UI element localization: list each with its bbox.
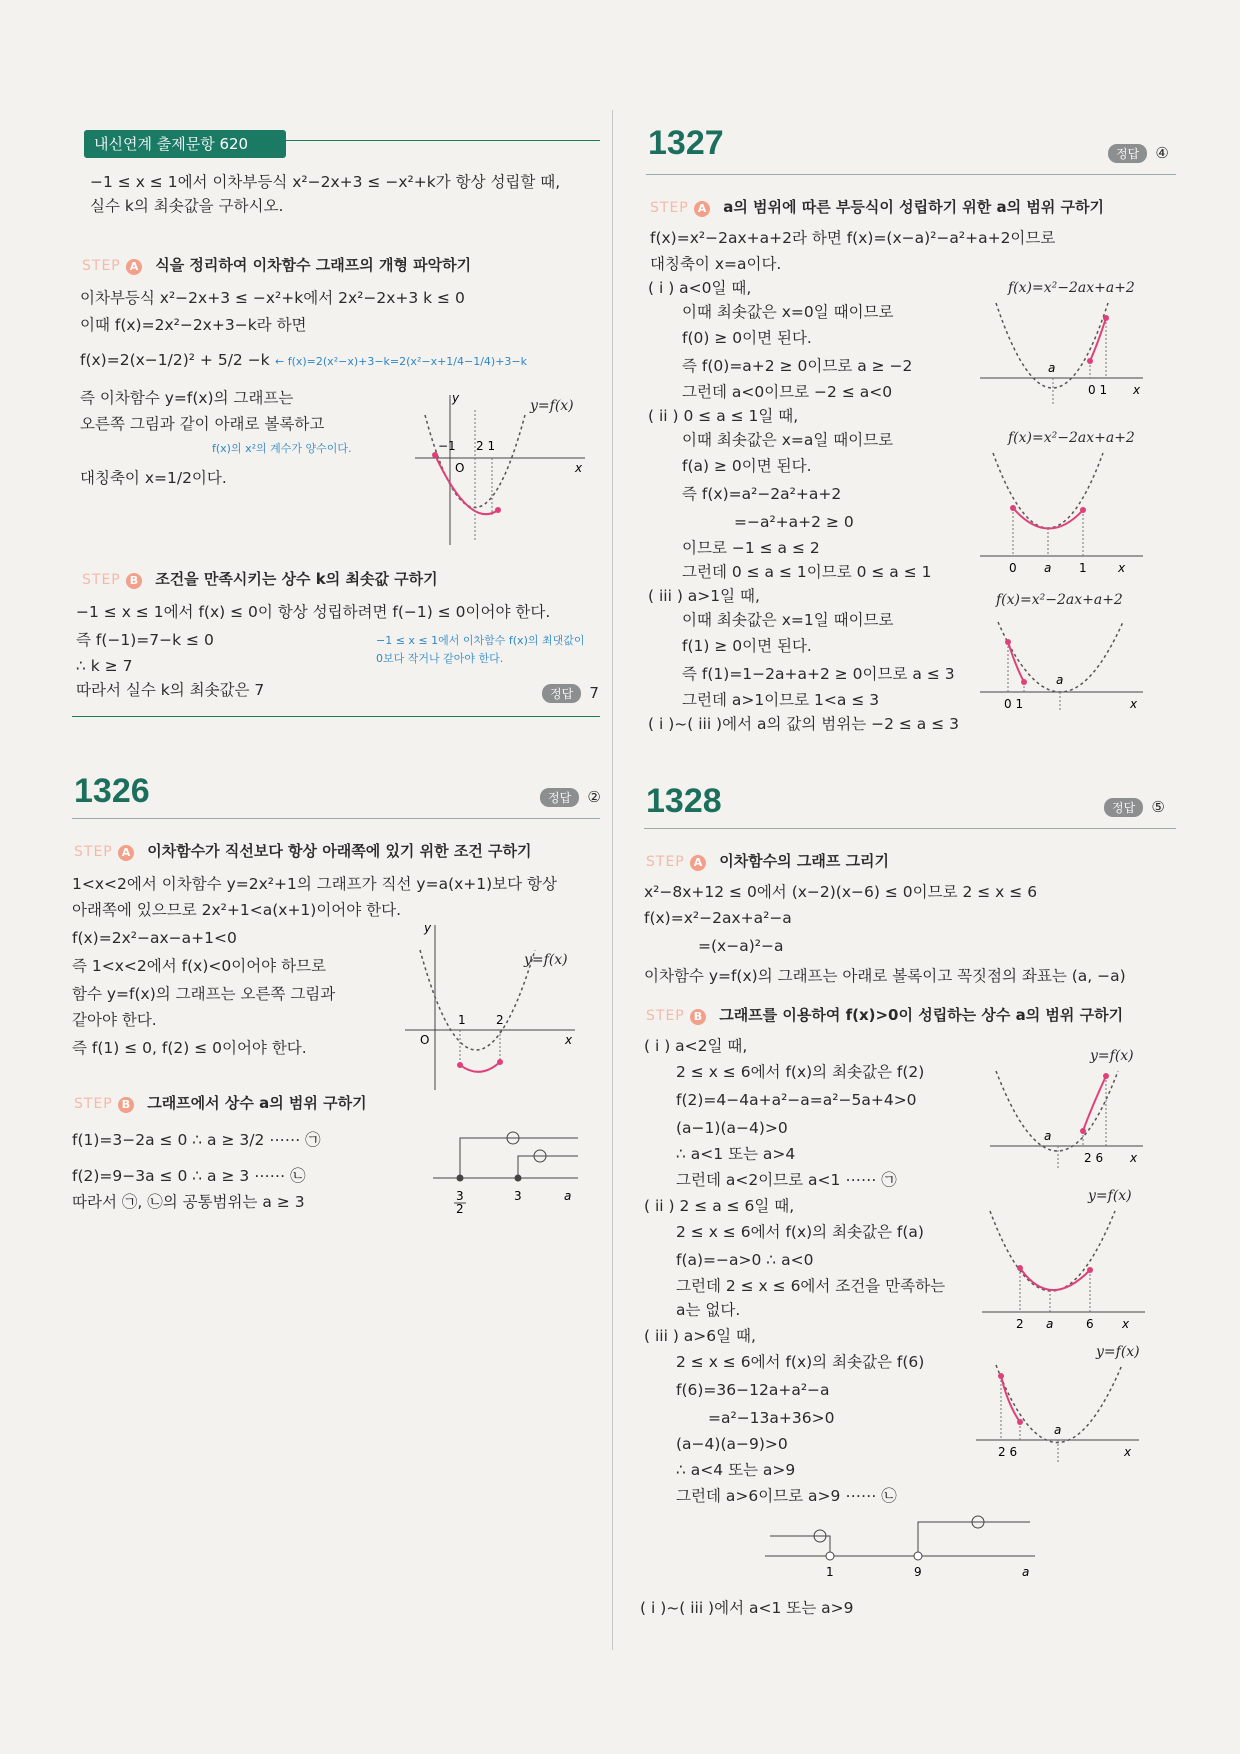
svg-text:6: 6 [1086,1317,1094,1331]
text-line: 이때 최솟값은 x=1일 때이므로 [682,611,894,629]
problem-number: 1326 [74,772,150,810]
text-line: f(x)=x²−2ax+a+2라 하면 f(x)=(x−a)²−a²+a+2이므로 [650,229,1056,247]
answer-value: ② [587,788,601,806]
graph-label: f(x)=x²−2ax+a+2 [1008,280,1135,296]
svg-text:a: a [1054,1423,1062,1437]
svg-text:9: 9 [914,1565,922,1579]
step-title: 그래프에서 상수 a의 범위 구하기 [147,1094,367,1112]
step-letter: B [690,1009,706,1025]
text-line: 그런데 0 ≤ a ≤ 1이므로 0 ≤ a ≤ 1 [682,563,932,581]
svg-text:y: y [452,391,460,405]
problem-number: 1328 [646,782,722,820]
step-letter: A [694,201,710,217]
text-line: 그런데 a<0이므로 −2 ≤ a<0 [682,383,893,401]
text-line: 즉 f(1) ≤ 0, f(2) ≤ 0이어야 한다. [72,1039,307,1057]
text-line: x²−8x+12 ≤ 0에서 (x−2)(x−6) ≤ 0이므로 2 ≤ x ≤ 6 [644,883,1038,901]
svg-text:2 6: 2 6 [1084,1151,1104,1165]
svg-text:a: a [1048,361,1056,375]
graph-label: y=f(x) [524,952,568,968]
graph-label: y=f(x) [530,398,574,414]
text-line: f(1)=3−2a ≤ 0 ∴ a ≥ 3/2 ⋯⋯ ㉠ [72,1131,321,1149]
case-heading: ( i ) a<2일 때, [644,1037,748,1055]
svg-text:y: y [424,921,432,935]
svg-text:O: O [420,1033,430,1047]
svg-text:x: x [565,1033,573,1047]
answer-label: 정답 [1108,144,1147,163]
graph-label: y=f(x) [1096,1344,1140,1360]
conclusion: ( i )~( iii )에서 a의 값의 범위는 −2 ≤ a ≤ 3 [648,715,959,733]
svg-text:2: 2 [456,1202,464,1213]
question-line-2: 실수 k의 최솟값을 구하시오. [90,197,284,215]
svg-text:1: 1 [458,1013,466,1027]
step-tag: STEP [82,258,121,274]
svg-text:2: 2 [496,1013,504,1027]
step-b-heading [82,568,438,589]
annotation-note: 0보다 작거나 같아야 한다. [376,652,504,665]
step-tag: STEP [82,572,121,588]
text-line: f(6)=36−12a+a²−a [676,1381,830,1399]
step-letter: B [118,1097,134,1113]
number-line-1326 [428,1128,583,1213]
text-line: 이차함수 y=f(x)의 그래프는 아래로 볼록이고 꼭짓점의 좌표는 (a, −a) [644,967,1126,985]
text-line: 즉 1<x<2에서 f(x)<0이어야 하므로 [72,957,326,975]
text-line: f(1) ≥ 0이면 된다. [682,637,812,655]
svg-text:x: x [575,461,583,475]
step-tag: STEP [646,1008,685,1024]
step-letter: B [126,573,142,589]
answer-badge [542,684,599,703]
step-letter: A [118,845,134,861]
case-heading: ( ii ) 0 ≤ a ≤ 1일 때, [648,407,799,425]
text-line: f(2)=4−4a+a²−a=a²−5a+4>0 [676,1091,917,1109]
text-line: 같아야 한다. [72,1011,157,1029]
svg-text:0 1: 0 1 [1004,697,1024,711]
text-line: 이므로 −1 ≤ a ≤ 2 [682,539,820,557]
graph-1327-case2 [978,448,1148,578]
answer-badge [1104,798,1165,817]
text-line: 그런데 2 ≤ x ≤ 6에서 조건을 만족하는 [676,1277,946,1295]
svg-text:x: x [1118,561,1126,575]
step-title: 식을 정리하여 이차함수 그래프의 개형 파악하기 [155,256,472,274]
banner-rule [270,140,600,141]
text-line: 이차부등식 x²−2x+3 ≤ −x²+k에서 2x²−2x+3 k ≤ 0 [80,289,465,307]
text-line: 오른쪽 그림과 같이 아래로 볼록하고 [80,415,325,433]
step-a-heading [646,850,889,871]
text-line: 이때 최솟값은 x=0일 때이므로 [682,303,894,321]
step-title: 조건을 만족시키는 상수 k의 최솟값 구하기 [155,570,438,588]
text-line: 즉 f(1)=1−2a+a+2 ≥ 0이므로 a ≤ 3 [682,665,955,683]
step-title: 이차함수의 그래프 그리기 [719,852,890,870]
svg-text:O: O [455,461,465,475]
answer-label: 정답 [542,684,581,703]
text-line: (a−4)(a−9)>0 [676,1435,788,1453]
graph-1327-case3 [978,612,1148,712]
graph-label: y=f(x) [1088,1188,1132,1204]
text-line: 대칭축이 x=1/2이다. [80,469,227,487]
text-line: 이때 최솟값은 x=a일 때이므로 [682,431,894,449]
problem-rule [646,174,1176,175]
graph-label: f(x)=x²−2ax+a+2 [1008,430,1135,446]
text-line: ∴ a<1 또는 a>4 [676,1145,796,1163]
text-line: 그런데 a<2이므로 a<1 ⋯⋯ ㉠ [676,1171,897,1189]
answer-badge [1108,144,1169,163]
annotation-note: f(x)의 x²의 계수가 양수이다. [212,442,352,455]
svg-text:−1: −1 [438,439,456,453]
section-rule [72,716,600,717]
case-heading: ( iii ) a>1일 때, [648,587,760,605]
text-line: 그런데 a>6이므로 a>9 ⋯⋯ ㉡ [676,1487,897,1505]
case-heading: ( i ) a<0일 때, [648,279,752,297]
svg-text:a: a [1044,561,1052,575]
case-heading: ( iii ) a>6일 때, [644,1327,756,1345]
annotation-note: ← f(x)=2(x²−x)+3−k=2(x²−x+1/4−1/4)+3−k [275,355,528,368]
step-tag: STEP [646,854,685,870]
svg-text:a: a [564,1189,572,1203]
annotation-note: −1 ≤ x ≤ 1에서 이차함수 f(x)의 최댓값이 [376,634,585,647]
graph-1327-case1 [978,298,1148,413]
step-a-heading [74,840,532,861]
step-letter: A [126,259,142,275]
step-a-heading [650,196,1104,217]
step-title: 이차함수가 직선보다 항상 아래쪽에 있기 위한 조건 구하기 [147,842,532,860]
step-tag: STEP [74,1096,113,1112]
answer-badge [540,788,601,807]
svg-text:x: x [1130,1151,1138,1165]
problem-rule [72,818,600,819]
svg-text:a: a [1046,1317,1054,1331]
text-line: 즉 f(0)=a+2 ≥ 0이므로 a ≥ −2 [682,357,913,375]
text-line: 즉 f(x)=a²−2a²+a+2 [682,485,842,503]
text-line: 그런데 a>1이므로 1<a ≤ 3 [682,691,880,709]
text-line: f(0) ≥ 0이면 된다. [682,329,812,347]
svg-text:2 1: 2 1 [476,439,496,453]
svg-text:2 6: 2 6 [998,1445,1018,1459]
step-tag: STEP [650,200,689,216]
answer-value: ④ [1155,144,1169,162]
graph-label: f(x)=x²−2ax+a+2 [996,592,1123,608]
text-line: a는 없다. [676,1301,741,1319]
text-line: 즉 이차함수 y=f(x)의 그래프는 [80,389,294,407]
problem-number: 1327 [648,124,724,162]
column-divider [612,110,613,1650]
svg-text:x: x [1130,697,1138,711]
text-line: 아래쪽에 있으므로 2x²+1<a(x+1)이어야 한다. [72,901,402,919]
svg-text:0 1: 0 1 [1088,383,1108,397]
svg-text:x: x [1122,1317,1130,1331]
step-b-heading [74,1092,367,1113]
text-line: f(a) ≥ 0이면 된다. [682,457,812,475]
text-line: f(x)=2(x−1/2)² + 5/2 −k [80,351,270,369]
svg-text:x: x [1124,1445,1132,1459]
problem-rule [644,828,1176,829]
svg-text:1: 1 [826,1565,834,1579]
svg-text:3: 3 [456,1189,464,1203]
text-line: (a−1)(a−4)>0 [676,1119,788,1137]
text-line: f(a)=−a>0 ∴ a<0 [676,1251,814,1269]
graph-2-parabola [400,920,580,1095]
step-b-heading [646,1004,1123,1025]
svg-text:a: a [1022,1565,1030,1579]
answer-label: 정답 [1104,798,1143,817]
text-line: ∴ k ≥ 7 [76,657,133,675]
conclusion: ( i )~( iii )에서 a<1 또는 a>9 [640,1599,854,1617]
step-letter: A [690,855,706,871]
text-line: 즉 f(−1)=7−k ≤ 0 [76,631,214,649]
text-line: 따라서 ㉠, ㉡의 공통범위는 a ≥ 3 [72,1193,305,1211]
graph-1328-case1 [988,1066,1148,1176]
banner [84,130,286,158]
text-line: 따라서 실수 k의 최솟값은 7 [76,681,265,699]
answer-value: ⑤ [1151,798,1165,816]
svg-text:1: 1 [1079,561,1087,575]
text-line: 이때 f(x)=2x²−2x+3−k라 하면 [80,316,307,334]
text-line: ∴ a<4 또는 a>9 [676,1461,796,1479]
text-line: −1 ≤ x ≤ 1에서 f(x) ≤ 0이 항상 성립하려면 f(−1) ≤ 0이어야 한다. [76,603,551,621]
text-line: 2 ≤ x ≤ 6에서 f(x)의 최솟값은 f(2) [676,1063,925,1081]
graph-1328-case3 [974,1360,1144,1470]
case-heading: ( ii ) 2 ≤ a ≤ 6일 때, [644,1197,795,1215]
svg-text:2: 2 [1016,1317,1024,1331]
text-line: 대칭축이 x=a이다. [650,255,782,273]
svg-text:a: a [1056,673,1064,687]
text-line: f(x)=x²−2ax+a²−a [644,909,792,927]
number-line-1328 [760,1512,1040,1582]
svg-text:0: 0 [1009,561,1017,575]
graph-label: y=f(x) [1090,1048,1134,1064]
text-line: =a²−13a+36>0 [708,1409,835,1427]
svg-text:x: x [1133,383,1141,397]
answer-value: 7 [589,684,599,702]
text-line: f(2)=9−3a ≤ 0 ∴ a ≥ 3 ⋯⋯ ㉡ [72,1167,306,1185]
text-line: =(x−a)²−a [698,937,784,955]
step-tag: STEP [74,844,113,860]
text-line: 2 ≤ x ≤ 6에서 f(x)의 최솟값은 f(a) [676,1223,924,1241]
question-line-1: −1 ≤ x ≤ 1에서 이차부등식 x²−2x+3 ≤ −x²+k가 항상 성립할 때, [90,173,561,191]
graph-1328-case2 [980,1206,1150,1336]
text-line: 함수 y=f(x)의 그래프는 오른쪽 그림과 [72,985,336,1003]
svg-text:a: a [1044,1129,1052,1143]
step-a-heading [82,254,471,275]
answer-label: 정답 [540,788,579,807]
banner-text: 내신연계 출제문항 620 [94,135,249,153]
text-line: 2 ≤ x ≤ 6에서 f(x)의 최솟값은 f(6) [676,1353,925,1371]
svg-text:3: 3 [514,1189,522,1203]
step-title: a의 범위에 따른 부등식이 성립하기 위한 a의 범위 구하기 [723,198,1105,216]
text-line: 1<x<2에서 이차함수 y=2x²+1의 그래프가 직선 y=a(x+1)보다 항상 [72,875,558,893]
text-line: =−a²+a+2 ≥ 0 [734,513,854,531]
step-title: 그래프를 이용하여 f(x)>0이 성립하는 상수 a의 범위 구하기 [719,1006,1124,1024]
text-line: f(x)=2x²−ax−a+1<0 [72,929,237,947]
